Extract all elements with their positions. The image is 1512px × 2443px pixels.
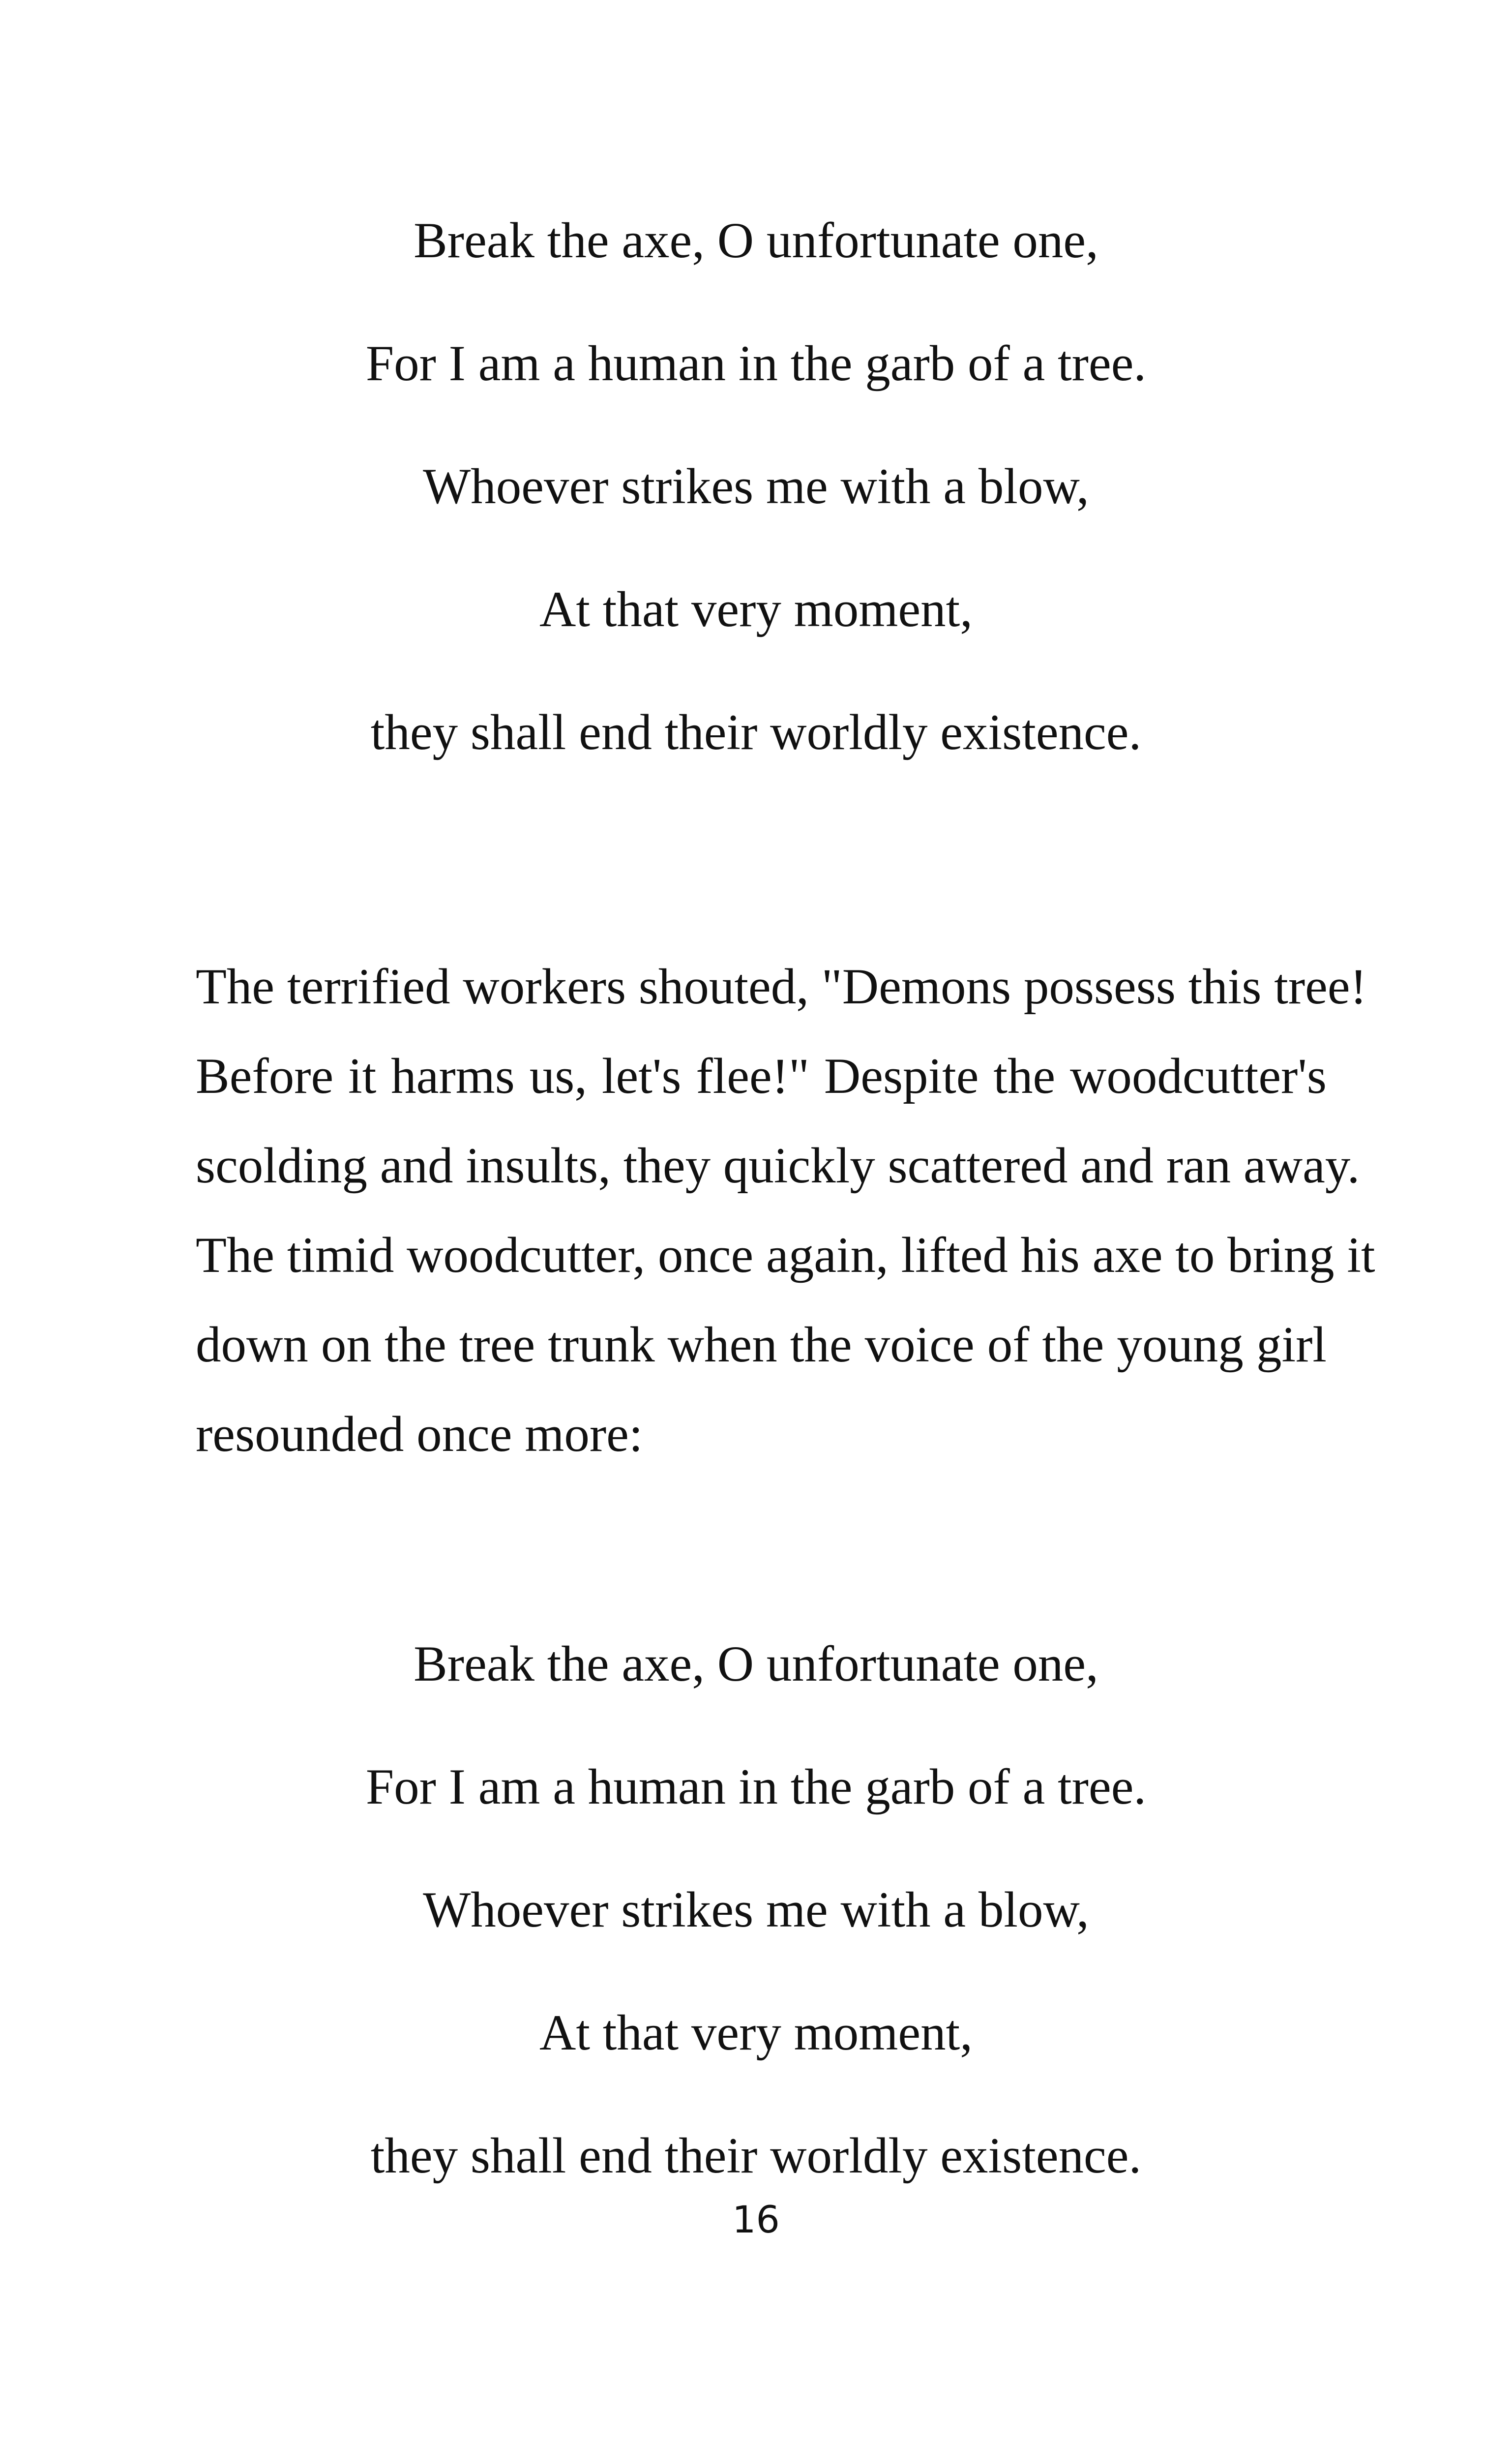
verse-line: they shall end their worldly existence. [370,2128,1142,2184]
prose-paragraph [196,942,1375,1479]
verse-line: Whoever strikes me with a blow, [423,458,1089,514]
paragraph-line: Before it harms us, let's flee!" Despite the woodcutter's [196,1048,1327,1104]
verse-line: At that very moment, [539,581,973,637]
paragraph-line: resounded once more: [196,1406,643,1462]
paragraph-line: down on the tree trunk when the voice of the young girl [196,1317,1327,1373]
paragraph-line: scolding and insults, they quickly scattered and ran away. [196,1138,1360,1194]
paragraph-line: The timid woodcutter, once again, lifted his axe to bring it [196,1227,1375,1283]
page-number: 16 [732,2198,780,2241]
verse-line: Break the axe, O unfortunate one, [414,1636,1098,1692]
verse-line: For I am a human in the garb of a tree. [365,1759,1147,1815]
verse-line: At that very moment, [539,2005,973,2061]
paragraph-line: The terrified workers shouted, "Demons possess this tree! [196,959,1367,1015]
verse-line: they shall end their worldly existence. [370,704,1142,760]
verse-line: Whoever strikes me with a blow, [423,1882,1089,1938]
verse-line: Break the axe, O unfortunate one, [414,212,1098,269]
verse-line: For I am a human in the garb of a tree. [365,335,1147,392]
